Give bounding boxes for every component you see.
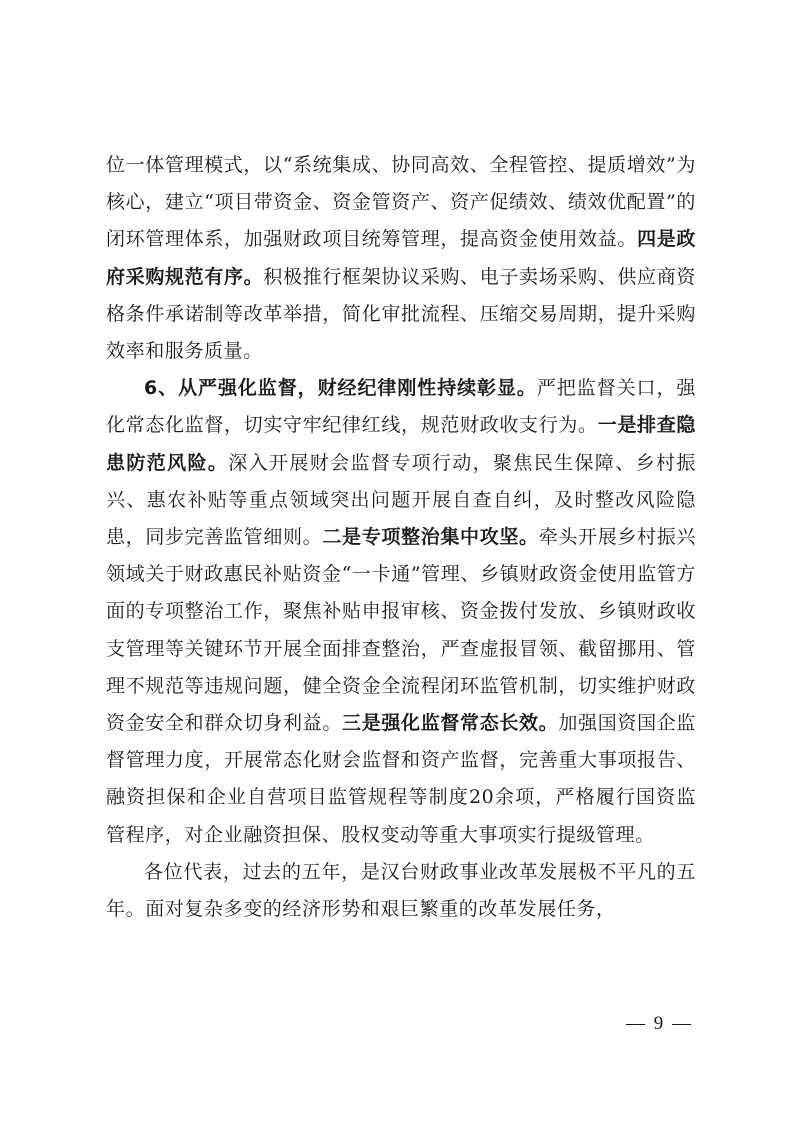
text-segment: 积极推行框架协议采购、电子卖场采购、供应商资格条件承诺制等改革举措，简化审批流程、压缩交易周期，提升采购效率和服务质量。 (106, 265, 696, 363)
text-segment: 深入开展财会监督专项行动，聚焦民生保障、乡村振兴、惠农补贴等重点领域突出问题开展自查自纠，及时整改风险隐患，同步完善监管细则。 (106, 451, 696, 549)
paragraph-1 (106, 147, 696, 370)
bold-heading-segment: 二是专项整治集中攻坚。 (322, 526, 539, 549)
paragraph-3 (106, 854, 696, 928)
bold-heading-segment: 一是排查隐患防范风险。 (106, 414, 696, 474)
text-segment: 严把监督关口，强化常态化监督，切实守牢纪律红线，规范财政收支行为。 (106, 377, 696, 437)
paragraph-2 (106, 370, 696, 854)
bold-heading-segment: 四是政府采购规范有序。 (106, 228, 696, 288)
text-segment: 各位代表，过去的五年，是汉台财政事业改革发展极不平凡的五年。面对复杂多变的经济形势和艰巨繁重的改革发展任务， (106, 860, 696, 921)
section-heading-segment: 6、从严强化监督，财经纪律刚性持续彰显。 (144, 377, 537, 400)
text-segment: 位一体管理模式，以“系统集成、协同高效、全程管控、提质增效”为核心，建立“项目带资金、资金管资产、资产促绩效、绩效优配置”的闭环管理体系，加强财政项目统筹管理，提高资金使用效益。 (106, 154, 696, 251)
bold-heading-segment: 三是强化监督常态长效。 (342, 712, 559, 735)
body-text (106, 147, 696, 928)
text-segment: 牵头开展乡村振兴领域关于财政惠民补贴资金“一卡通”管理、乡镇财政资金使用监管方面的专项整治工作，聚焦补贴申报审核、资金拨付发放、乡镇财政收支管理等关键环节开展全面排查整治，严查虚报冒领、截留挪用、管理不规范等违规问题，健全资金全流程闭环监管机制，切实维护财政资金安全和群众切身利益。 (106, 526, 696, 735)
text-segment: 加强国资国企监督管理力度，开展常态化财会监督和资产监督，完善重大事项报告、融资担保和企业自营项目监管规程等制度20余项，严格履行国资监管程序，对企业融资担保、股权变动等重大事项实行提级管理。 (106, 712, 697, 846)
page-number: — 9 — (626, 1013, 693, 1034)
